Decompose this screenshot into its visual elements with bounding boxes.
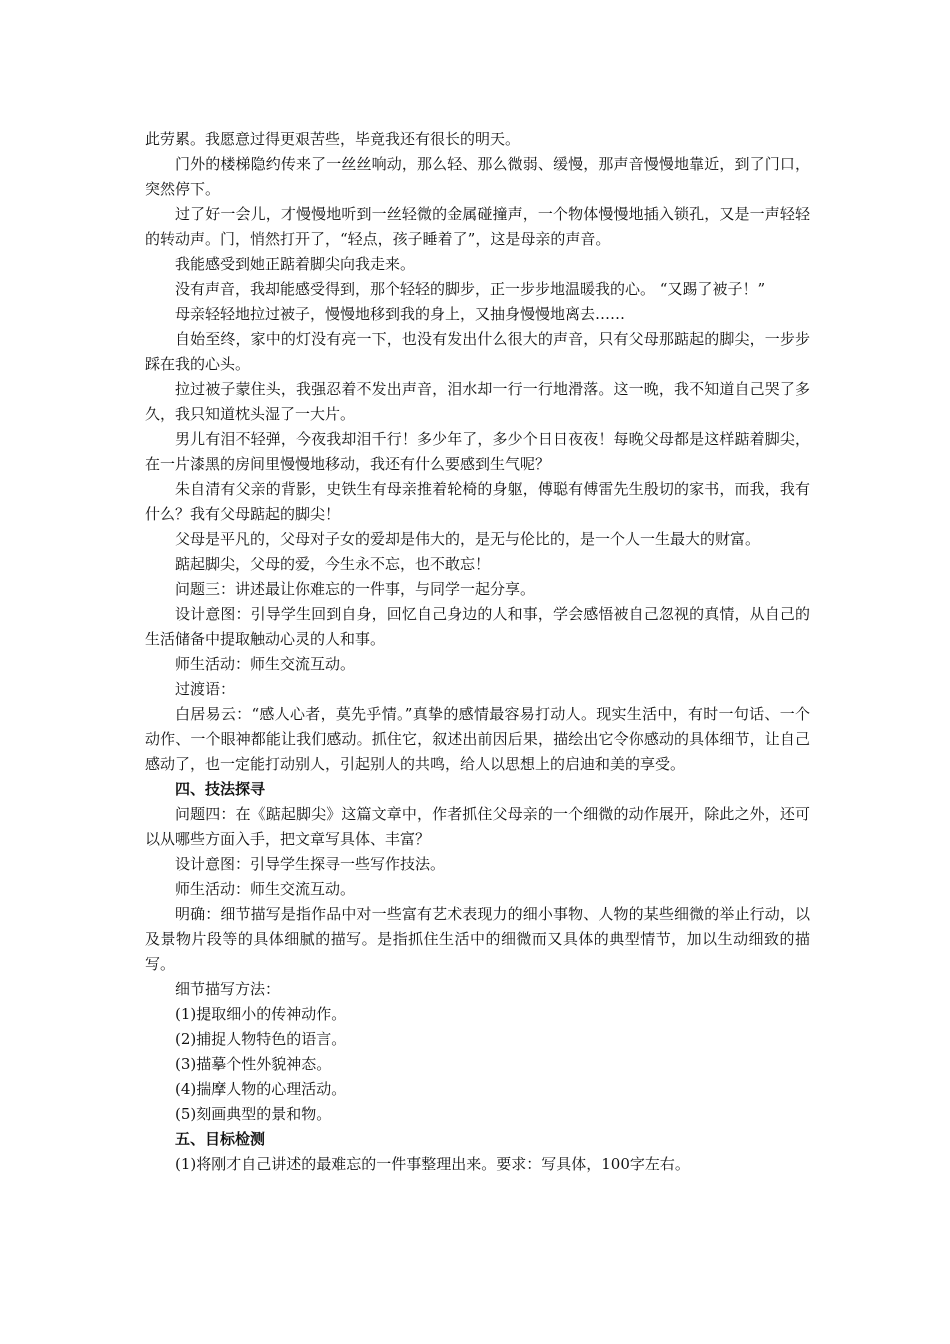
paragraph: 我能感受到她正踮着脚尖向我走来。: [175, 255, 416, 273]
paragraph: 男儿有泪不轻弹，今夜我却泪千行！多少年了，多少个日日夜夜！每晚父母都是这样踮着脚尖，在一片漆黑的房间里慢慢地移动，我还有什么要感到生气呢？: [145, 430, 810, 473]
paragraph: 父母是平凡的，父母对子女的爱却是伟大的，是无与伦比的，是一个人一生最大的财富。: [175, 530, 761, 548]
method-list-item: (3)描摹个性外貌神态。: [175, 1055, 332, 1073]
section-heading: 五、目标检测: [175, 1130, 266, 1148]
paragraph: 门外的楼梯隐约传来了一丝丝响动，那么轻、那么微弱、缓慢，那声音慢慢地靠近，到了门口，突然停下。: [145, 155, 810, 198]
document-body: [145, 127, 810, 1177]
method-list-title: 细节描写方法：: [175, 980, 281, 998]
paragraph: 自始至终，家中的灯没有亮一下，也没有发出什么很大的声音，只有父母那踮起的脚尖，一步步踩在我的心头。: [145, 330, 810, 373]
design-intent-paragraph: 设计意图：引导学生探寻一些写作技法。: [175, 855, 446, 873]
paragraph: 白居易云：“感人心者，莫先乎情。”真挚的感情最容易打动人。现实生活中，有时一句话、一个动作、一个眼神都能让我们感动。抓住它，叙述出前因后果，描绘出它令你感动的具体细节，让自己感动了，也一定能打动别人，引起别人的共鸣，给人以思想上的启迪和美的享受。: [145, 705, 810, 773]
clarification-paragraph: 明确：细节描写是指作品中对一些富有艺术表现力的细小事物、人物的某些细微的举止行动，以及景物片段等的具体细腻的描写。是指抓住生活中的细微而又具体的典型情节，加以生动细致的描写。: [145, 905, 810, 973]
activity-paragraph: 师生活动：师生交流互动。: [175, 655, 356, 673]
question-paragraph: 问题四：在《踮起脚尖》这篇文章中，作者抓住父母亲的一个细微的动作展开，除此之外，还可以从哪些方面入手，把文章写具体、丰富？: [145, 805, 810, 848]
activity-paragraph: 师生活动：师生交流互动。: [175, 880, 356, 898]
method-list-item: (5)刻画典型的景和物。: [175, 1105, 332, 1123]
method-list-item: (4)揣摩人物的心理活动。: [175, 1080, 347, 1098]
paragraph: 踮起脚尖，父母的爱，今生永不忘，也不敢忘！: [175, 555, 491, 573]
task-paragraph: (1)将刚才自己讲述的最难忘的一件事整理出来。要求：写具体，100字左右。: [175, 1155, 690, 1173]
paragraph: 母亲轻轻地拉过被子，慢慢地移到我的身上，又抽身慢慢地离去……: [175, 305, 626, 323]
question-paragraph: 问题三：讲述最让你难忘的一件事，与同学一起分享。: [175, 580, 536, 598]
method-list-item: (1)提取细小的传神动作。: [175, 1005, 347, 1023]
section-heading: 四、技法探寻: [175, 780, 266, 798]
paragraph: 拉过被子蒙住头，我强忍着不发出声音，泪水却一行一行地滑落。这一晚，我不知道自己哭了多久，我只知道枕头湿了一大片。: [145, 380, 810, 423]
method-list-item: (2)捕捉人物特色的语言。: [175, 1030, 347, 1048]
design-intent-paragraph: 设计意图：引导学生回到自身，回忆自己身边的人和事，学会感悟被自己忽视的真情，从自己的生活储备中提取触动心灵的人和事。: [145, 605, 810, 648]
transition-label: 过渡语：: [175, 680, 236, 698]
paragraph: 此劳累。我愿意过得更艰苦些，毕竟我还有很长的明天。: [145, 130, 521, 148]
paragraph: 过了好一会儿，才慢慢地听到一丝轻微的金属碰撞声，一个物体慢慢地插入锁孔，又是一声轻轻的转动声。门，悄然打开了，“轻点，孩子睡着了”，这是母亲的声音。: [145, 205, 810, 248]
paragraph: 没有声音，我却能感受得到，那个轻轻的脚步，正一步步地温暖我的心。 “又踢了被子！”: [175, 280, 766, 298]
paragraph: 朱自清有父亲的背影，史铁生有母亲推着轮椅的身躯，傅聪有傅雷先生殷切的家书，而我，我有什么？我有父母踮起的脚尖！: [145, 480, 810, 523]
